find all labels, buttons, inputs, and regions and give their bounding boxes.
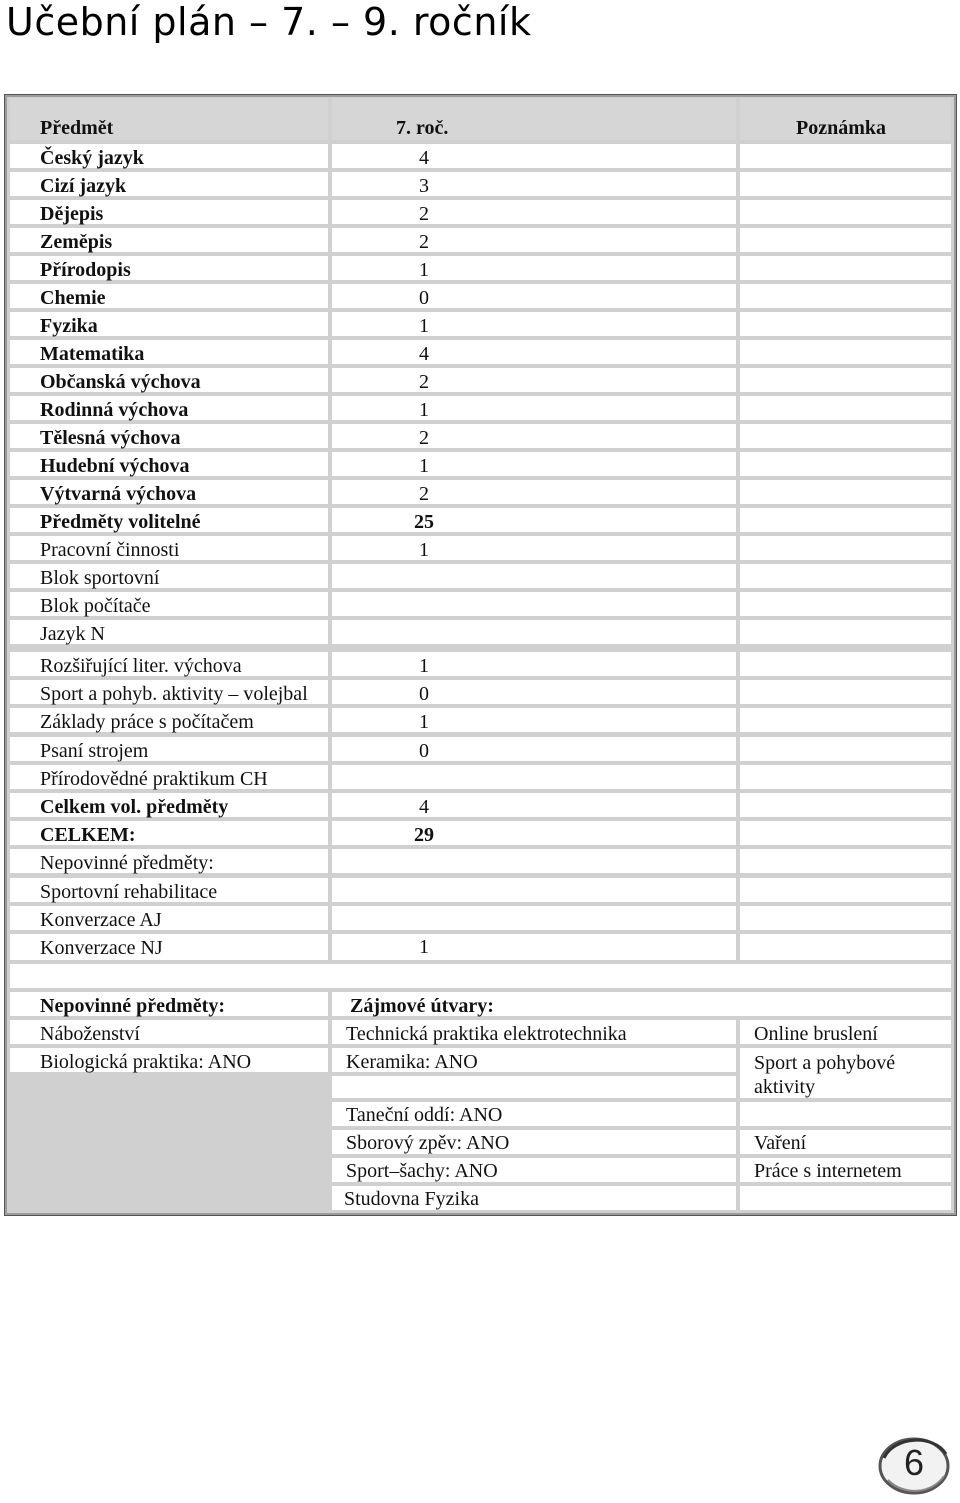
subject-label: Cizí jazyk [40, 175, 127, 197]
table-row [10, 424, 328, 448]
hours-value: 2 [419, 231, 429, 253]
note-cell [740, 536, 951, 560]
table-row [10, 934, 328, 960]
header-subject-cell [10, 98, 328, 140]
club-item-label: Technická praktika elektrotechnika [346, 1023, 627, 1045]
club-item [332, 1076, 736, 1098]
note-cell [740, 368, 951, 392]
table-row [10, 620, 328, 644]
note-cell [740, 340, 951, 364]
note-cell [740, 172, 951, 196]
value-cell [332, 934, 736, 960]
hours-value: 2 [419, 371, 429, 393]
club-item [332, 1102, 736, 1126]
subject-label: Občanská výchova [40, 371, 201, 393]
note-cell [740, 480, 951, 504]
subject-label: Český jazyk [40, 147, 144, 169]
right-item-label: Sport a pohybové aktivity [754, 1052, 896, 1098]
value-cell [332, 821, 736, 845]
note-cell [740, 878, 951, 902]
page-number-badge [874, 1428, 954, 1498]
subject-label: Sport a pohyb. aktivity – volejbal [40, 683, 308, 705]
club-item-label: Taneční oddí: ANO [346, 1104, 503, 1126]
right-item [740, 1102, 951, 1126]
subject-label: Přírodopis [40, 259, 131, 281]
club-item-label: Studovna Fyzika [344, 1188, 479, 1210]
note-cell [740, 821, 951, 845]
hours-value: 4 [419, 343, 429, 365]
table-row [10, 652, 328, 676]
value-cell [332, 396, 736, 420]
right-item [740, 1020, 951, 1044]
hours-value: 1 [419, 315, 429, 337]
note-cell [740, 934, 951, 960]
subject-label: Konverzace NJ [40, 937, 163, 959]
hours-value: 3 [419, 175, 429, 197]
hours-value: 0 [419, 740, 429, 762]
table-row [10, 536, 328, 560]
right-item [740, 1158, 951, 1182]
clubs-header-cell [332, 992, 951, 1016]
note-cell [740, 592, 951, 616]
value-cell [332, 228, 736, 252]
table-row [10, 228, 328, 252]
table-row [10, 737, 328, 761]
table-row [10, 368, 328, 392]
hours-value: 1 [419, 655, 429, 677]
note-cell [740, 396, 951, 420]
header-year7-cell [332, 98, 736, 140]
subject-label: Tělesná výchova [40, 427, 181, 449]
subject-label: CELKEM: [40, 824, 136, 846]
right-item [740, 1048, 951, 1098]
header-year7: 7. roč. [396, 117, 449, 139]
page-number: 6 [903, 1442, 925, 1483]
clubs-header: Zájmové útvary: [350, 995, 494, 1017]
right-item-label: Práce s internetem [754, 1160, 902, 1182]
hours-value: 2 [419, 483, 429, 505]
table-row [10, 592, 328, 616]
subject-label: Sportovní rehabilitace [40, 881, 218, 903]
hours-value: 25 [414, 511, 434, 533]
value-cell [332, 592, 736, 616]
value-cell [332, 536, 736, 560]
subject-label: Pracovní činnosti [40, 539, 180, 561]
table-row [10, 508, 328, 532]
note-cell [740, 452, 951, 476]
table-row [10, 256, 328, 280]
right-item-label: Online bruslení [754, 1023, 878, 1045]
value-cell [332, 144, 736, 168]
table-row [10, 312, 328, 336]
subject-label: Dějepis [40, 203, 104, 225]
subject-label: Zeměpis [40, 231, 113, 253]
value-cell [332, 849, 736, 873]
note-cell [740, 849, 951, 873]
value-cell [332, 256, 736, 280]
hours-value: 1 [419, 711, 429, 733]
note-cell [740, 284, 951, 308]
optional-item-label: Biologická praktika: ANO [40, 1051, 252, 1073]
hours-value: 1 [419, 455, 429, 477]
note-cell [740, 620, 951, 644]
value-cell [332, 172, 736, 196]
value-cell [332, 284, 736, 308]
spacer-row [10, 964, 951, 988]
hours-value: 0 [419, 287, 429, 309]
value-cell [332, 480, 736, 504]
table-row [10, 144, 328, 168]
value-cell [332, 708, 736, 732]
note-cell [740, 256, 951, 280]
note-cell [740, 652, 951, 676]
table-row [10, 906, 328, 930]
value-cell [332, 564, 736, 588]
subject-label: Konverzace AJ [40, 909, 162, 931]
optional-item [10, 1048, 328, 1072]
note-cell [740, 765, 951, 789]
note-cell [740, 312, 951, 336]
table-row [10, 480, 328, 504]
club-item [332, 1158, 736, 1182]
note-cell [740, 793, 951, 817]
optional-header: Nepovinné předměty: [40, 995, 225, 1017]
table-row [10, 564, 328, 588]
value-cell [332, 680, 736, 704]
table-row [10, 340, 328, 364]
hours-value: 2 [419, 203, 429, 225]
note-cell [740, 564, 951, 588]
header-subject: Předmět [40, 117, 114, 139]
right-item-label: Vaření [754, 1132, 807, 1154]
note-cell [740, 144, 951, 168]
hours-value: 29 [414, 824, 434, 846]
note-cell [740, 228, 951, 252]
subject-label: Přírodovědné praktikum CH [40, 768, 268, 790]
value-cell [332, 340, 736, 364]
right-item [740, 1186, 951, 1210]
value-cell [332, 737, 736, 761]
table-row [10, 452, 328, 476]
value-cell [332, 793, 736, 817]
table-row [10, 878, 328, 902]
table-row [10, 708, 328, 732]
subject-label: Fyzika [40, 315, 98, 337]
club-item [332, 1130, 736, 1154]
club-item [332, 1048, 736, 1072]
table-row [10, 172, 328, 196]
note-cell [740, 200, 951, 224]
club-item-label: Keramika: ANO [346, 1051, 478, 1073]
value-cell [332, 368, 736, 392]
hours-value: 1 [419, 539, 429, 561]
hours-value: 1 [419, 259, 429, 281]
optional-item-label: Náboženství [40, 1023, 140, 1045]
optional-header-cell [10, 992, 328, 1016]
subject-label: Chemie [40, 287, 106, 309]
table-row [10, 284, 328, 308]
table-row [10, 821, 328, 845]
subject-label: Rodinná výchova [40, 399, 189, 421]
header-note: Poznámka [796, 117, 886, 139]
value-cell [332, 424, 736, 448]
subject-label: Rozšiřující liter. výchova [40, 655, 242, 677]
hours-value: 4 [419, 147, 429, 169]
hours-value: 4 [419, 796, 429, 818]
value-cell [332, 200, 736, 224]
note-cell [740, 708, 951, 732]
page-title: Učební plán – 7. – 9. ročník [6, 0, 532, 44]
subject-label: Předměty volitelné [40, 511, 201, 533]
subject-label: Hudební výchova [40, 455, 190, 477]
table-row [10, 396, 328, 420]
table-row [10, 200, 328, 224]
subject-label: Výtvarná výchova [40, 483, 197, 505]
note-cell [740, 424, 951, 448]
optional-item [10, 1020, 328, 1044]
hours-value: 2 [419, 427, 429, 449]
table-row [10, 793, 328, 817]
value-cell [332, 906, 736, 930]
value-cell [332, 620, 736, 644]
note-cell [740, 508, 951, 532]
table-row [10, 765, 328, 789]
hours-value: 0 [419, 683, 429, 705]
hours-value: 1 [419, 936, 429, 958]
club-item [332, 1020, 736, 1044]
subject-label: Psaní strojem [40, 740, 149, 762]
hours-value: 1 [419, 399, 429, 421]
note-cell [740, 737, 951, 761]
value-cell [332, 452, 736, 476]
note-cell [740, 906, 951, 930]
club-item-label: Sborový zpěv: ANO [346, 1132, 510, 1154]
club-item-label: Sport–šachy: ANO [346, 1160, 498, 1182]
table-row [10, 849, 328, 873]
subject-label: Nepovinné předměty: [40, 852, 214, 874]
subject-label: Matematika [40, 343, 145, 365]
note-cell [740, 680, 951, 704]
subject-label: Blok sportovní [40, 567, 160, 589]
value-cell [332, 878, 736, 902]
right-item [740, 1130, 951, 1154]
table-row [10, 680, 328, 704]
value-cell [332, 765, 736, 789]
subject-label: Celkem vol. předměty [40, 796, 229, 818]
club-item [332, 1186, 736, 1210]
value-cell [332, 652, 736, 676]
value-cell [332, 508, 736, 532]
subject-label: Jazyk N [40, 623, 105, 645]
subject-label: Základy práce s počítačem [40, 711, 254, 733]
subject-label: Blok počítače [40, 595, 151, 617]
header-note-cell [740, 98, 951, 140]
value-cell [332, 312, 736, 336]
